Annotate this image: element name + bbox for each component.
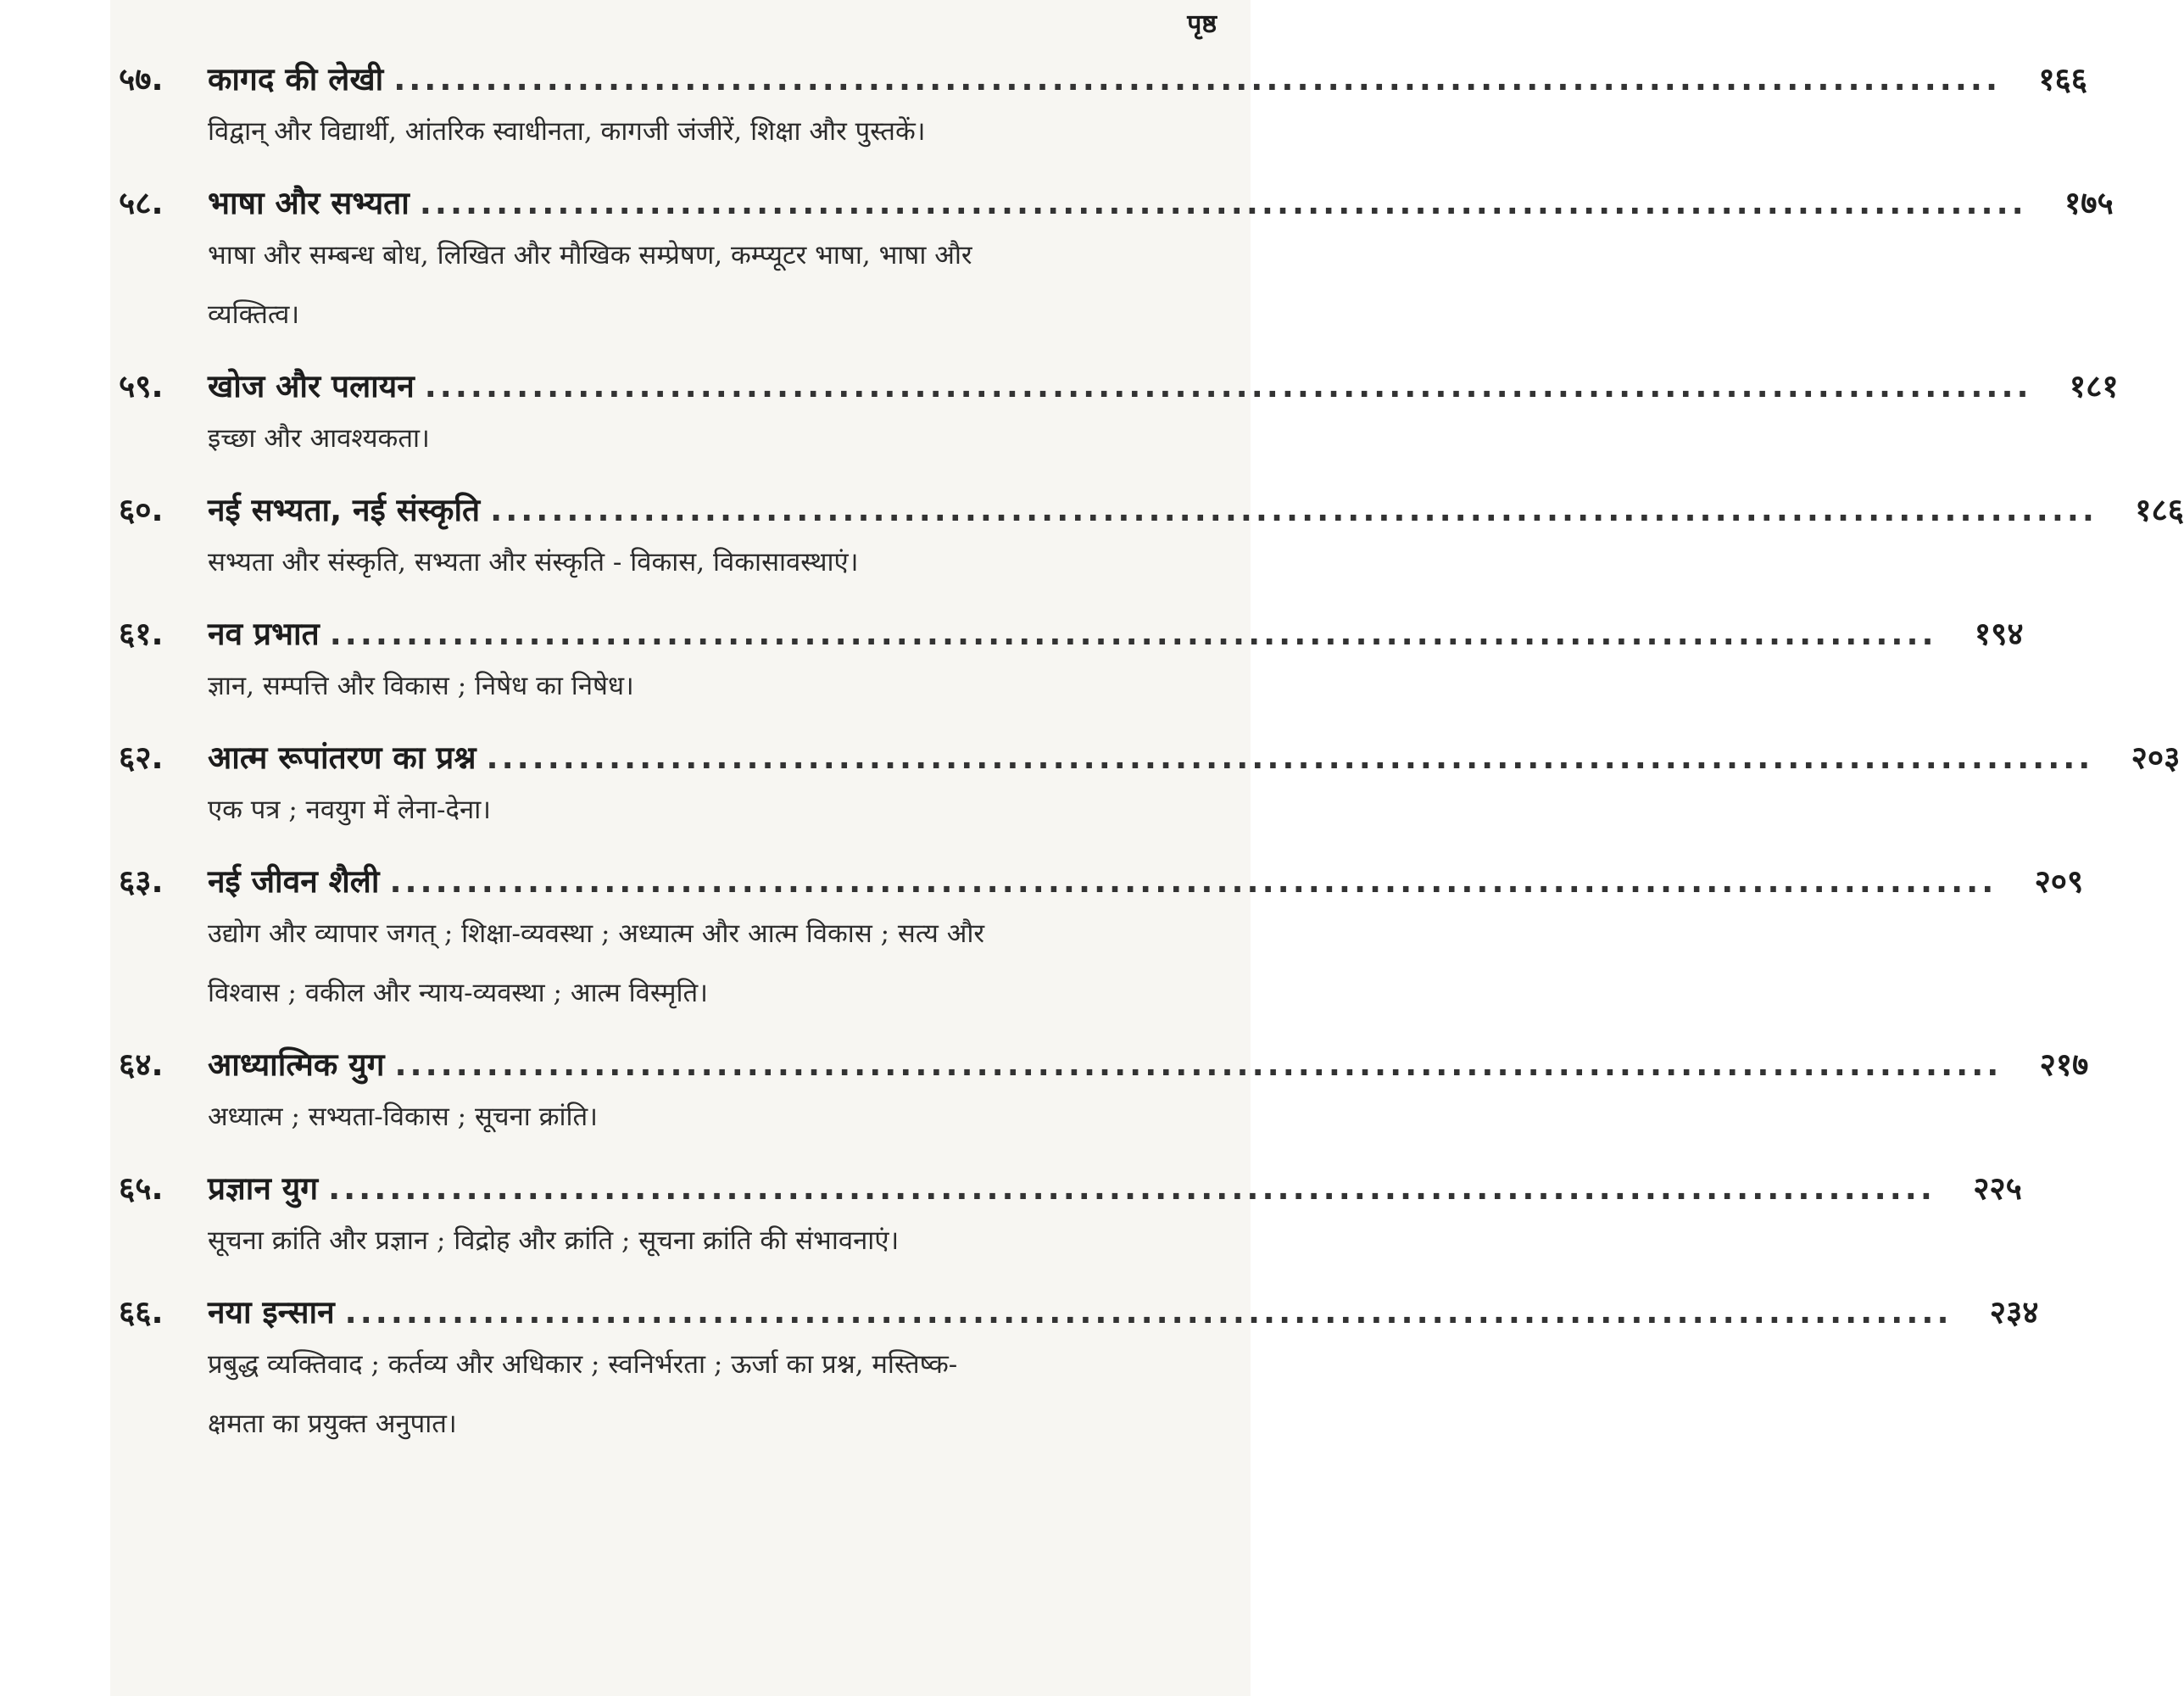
toc-entry xyxy=(119,612,2024,716)
chapter-title: आत्म रूपांतरण का प्रश्न xyxy=(208,739,476,776)
chapter-title: नया इन्सान xyxy=(208,1294,335,1331)
chapter-title: खोज और पलायन xyxy=(208,368,415,404)
toc-entry xyxy=(119,1291,2039,1453)
toc-entry xyxy=(119,488,2184,592)
chapter-number: ६०. xyxy=(119,492,164,528)
page-number: २०३ xyxy=(2131,739,2181,776)
page-number: २३४ xyxy=(1989,1294,2039,1331)
chapter-number: ५८. xyxy=(119,185,164,221)
chapter-title: भाषा और सभ्यता xyxy=(208,185,410,221)
chapter-topics: प्रबुद्ध व्यक्तिवाद ; कर्तव्य और अधिकार ; स्वनिर्भरता ; ऊर्जा का प्रश्न, मस्तिष्क-क्षमता का प्रयुक्त अनुपात। xyxy=(208,1349,958,1439)
chapter-topics: भाषा और सम्बन्ध बोध, लिखित और मौखिक सम्प्रेषण, कम्प्यूटर भाषा, भाषा और व्यक्तित्व। xyxy=(208,240,972,330)
chapter-number: ६६. xyxy=(119,1294,164,1331)
table-of-contents xyxy=(119,58,2184,1474)
toc-entry xyxy=(119,1043,2089,1146)
page-number: १८६ xyxy=(2135,492,2184,528)
chapter-topics: विद्वान् और विद्यार्थी, आंतरिक स्वाधीनता, कागजी जंजीरें, शिक्षा और पुस्तकें। xyxy=(208,116,926,147)
chapter-number: ५९. xyxy=(119,368,164,404)
chapter-number: ५७. xyxy=(119,61,164,98)
chapter-title: आध्यात्मिक युग xyxy=(208,1046,385,1083)
book-page xyxy=(110,0,2184,1696)
dot-leader: ......................................................................................................... xyxy=(486,739,2094,776)
page-number: १७५ xyxy=(2064,185,2114,221)
chapter-topics: अध्यात्म ; सभ्यता-विकास ; सूचना क्रांति। xyxy=(208,1102,598,1132)
chapter-number: ६२. xyxy=(119,739,164,776)
chapter-topics: इच्छा और आवश्यकता। xyxy=(208,423,430,454)
chapter-number: ६५. xyxy=(119,1170,164,1207)
chapter-number: ६४. xyxy=(119,1046,164,1083)
page-number: २२५ xyxy=(1973,1170,2022,1207)
dot-leader: ......................................................................................................... xyxy=(394,1046,2003,1083)
chapter-topics: उद्योग और व्यापार जगत् ; शिक्षा-व्यवस्था ; अध्यात्म और आत्म विकास ; सत्य और विश्वास ; वकील और न्याय-व्यवस्था ; आत्म विस्मृति। xyxy=(208,918,985,1008)
dot-leader: ......................................................................................................... xyxy=(424,368,2032,404)
chapter-title: नई जीवन शैली xyxy=(208,863,380,900)
chapter-title: नव प्रभात xyxy=(208,616,320,652)
toc-entry xyxy=(119,736,2181,840)
chapter-topics: सभ्यता और संस्कृति, सभ्यता और संस्कृति - विकास, विकासावस्थाएं। xyxy=(208,547,859,577)
page-number: २१७ xyxy=(2039,1046,2089,1083)
dot-leader: ......................................................................................................... xyxy=(329,616,1937,652)
dot-leader: ......................................................................................................... xyxy=(344,1294,1953,1331)
page-column-label: पृष्ठ xyxy=(1187,9,1217,39)
toc-entry xyxy=(119,181,2114,344)
dot-leader: ......................................................................................................... xyxy=(389,863,1997,900)
chapter-title: नई सभ्यता, नई संस्कृति xyxy=(208,492,481,528)
page-number: १६६ xyxy=(2038,61,2088,98)
toc-entry xyxy=(119,365,2119,468)
chapter-topics: सूचना क्रांति और प्रज्ञान ; विद्रोह और क्रांति ; सूचना क्रांति की संभावनाएं। xyxy=(208,1225,900,1256)
page-number: २०९ xyxy=(2034,863,2084,900)
toc-entry xyxy=(119,58,2088,161)
chapter-topics: एक पत्र ; नवयुग में लेना-देना। xyxy=(208,795,491,825)
dot-leader: ......................................................................................................... xyxy=(490,492,2098,528)
page-number: १८१ xyxy=(2069,368,2119,404)
chapter-number: ६१. xyxy=(119,616,164,652)
dot-leader: ......................................................................................................... xyxy=(419,185,2027,221)
toc-entry xyxy=(119,1167,2022,1270)
dot-leader: ......................................................................................................... xyxy=(393,61,2002,98)
chapter-topics: ज्ञान, सम्पत्ति और विकास ; निषेध का निषेध। xyxy=(208,671,634,701)
chapter-title: प्रज्ञान युग xyxy=(208,1170,319,1207)
dot-leader: ......................................................................................................... xyxy=(328,1170,1936,1207)
toc-entry xyxy=(119,860,2084,1023)
chapter-title: कागद की लेखी xyxy=(208,61,384,98)
chapter-number: ६३. xyxy=(119,863,164,900)
page-number: १९४ xyxy=(1974,616,2024,652)
